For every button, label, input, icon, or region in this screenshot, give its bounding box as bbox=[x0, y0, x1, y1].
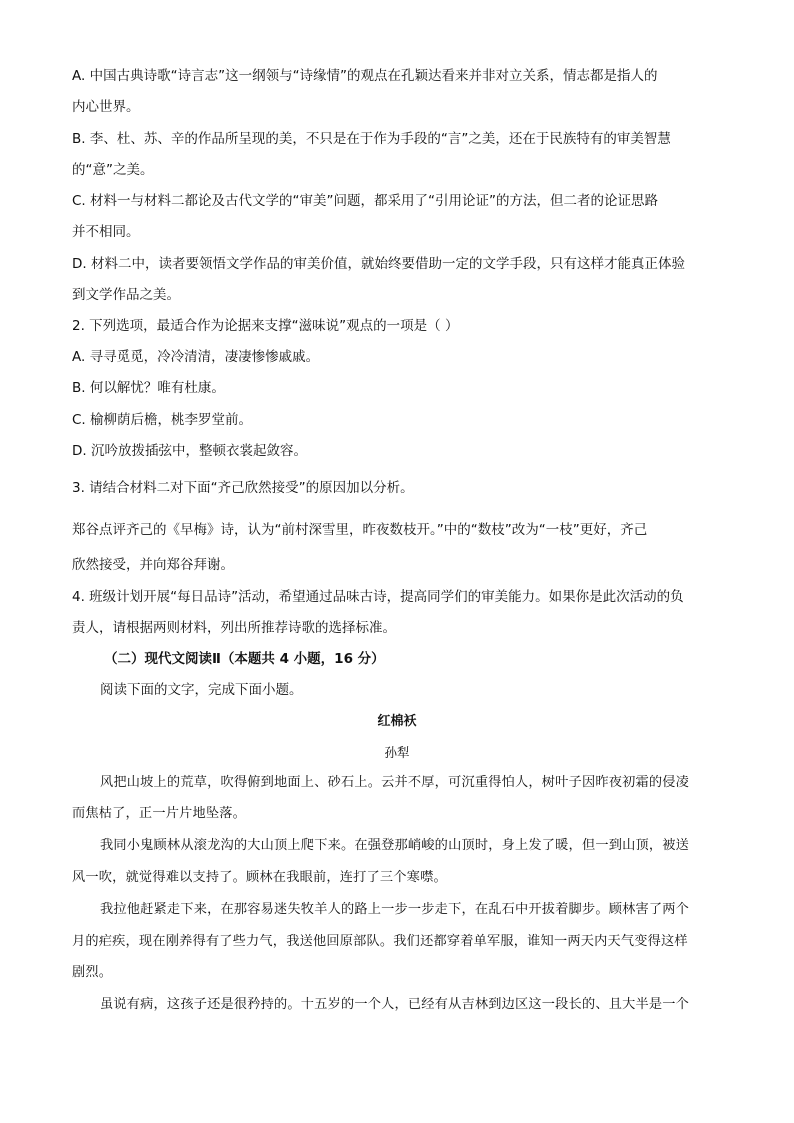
q4-line2: 责人，请根据两则材料，列出所推荐诗歌的选择标准。 bbox=[72, 620, 396, 636]
section-instruction: 阅读下面的文字，完成下面小题。 bbox=[100, 682, 303, 698]
q2-option-a: A. 寻寻觅觅，冷冷清清，凄凄惨惨戚戚。 bbox=[72, 349, 320, 365]
story-p4-line1: 虽说有病，这孩子还是很矜持的。十五岁的一个人，已经有从吉林到边区这一段长的、且大半是一个 bbox=[100, 997, 690, 1012]
q1-option-b-line1: B. 李、杜、苏、辛的作品所呈现的美，不只是在于作为手段的“言”之美，还在于民族特有的审美智慧 bbox=[72, 131, 671, 147]
q1-option-d-line2: 到文学作品之美。 bbox=[72, 287, 180, 303]
section-heading: （二）现代文阅读Ⅱ（本题共 4 小题，16 分） bbox=[104, 651, 385, 667]
story-title: 红棉袄 bbox=[377, 714, 417, 729]
q2-option-d: D. 沉吟放拨插弦中，整顿衣裳起敛容。 bbox=[72, 443, 307, 459]
q1-option-a-line1: A. 中国古典诗歌“诗言志”这一纲领与“诗缘情”的观点在孔颖达看来并非对立关系，情志都是指人的 bbox=[72, 68, 658, 84]
story-p3-line3: 剧烈。 bbox=[72, 965, 113, 980]
story-p3-line1: 我拉他赶紧走下来，在那容易迷失牧羊人的路上一步一步走下，在乱石中开拔着脚步。顾林害了两个 bbox=[100, 902, 690, 917]
q3-text-line1: 郑谷点评齐己的《早梅》诗，认为“前村深雪里，昨夜数枝开。”中的“数枝”改为“一枝”更好，齐己 bbox=[72, 522, 648, 538]
q1-option-d-line1: D. 材料二中，读者要领悟文学作品的审美价值，就始终要借助一定的文学手段，只有这样才能真正体验 bbox=[72, 256, 685, 272]
q3-text-line2: 欣然接受，并向郑谷拜谢。 bbox=[72, 557, 234, 573]
q4-line1: 4. 班级计划开展“每日品诗”活动，希望通过品味古诗，提高同学们的审美能力。如果你是此次活动的负 bbox=[72, 589, 684, 605]
q1-option-c-line2: 并不相同。 bbox=[72, 224, 140, 240]
story-p2-line1: 我同小鬼顾林从滚龙沟的大山顶上爬下来。在强登那峭峻的山顶时，身上发了暖，但一到山顶，被送 bbox=[100, 838, 690, 853]
q2-option-c: C. 榆柳荫后檐，桃李罗堂前。 bbox=[72, 412, 253, 428]
story-p2-line2: 风一吹，就觉得难以支持了。顾林在我眼前，连打了三个寒噤。 bbox=[72, 870, 447, 885]
story-p3-line2: 月的疟疾，现在刚养得有了些力气，我送他回原部队。我们还都穿着单军服，谁知一两天内天气变得这样 bbox=[72, 934, 688, 949]
q2-stem: 2. 下列选项，最适合作为论据来支撑“滋味说”观点的一项是（ ） bbox=[72, 318, 459, 334]
story-p1-line1: 风把山坡上的荒草，吹得俯到地面上、砂石上。云并不厚，可沉重得怕人，树叶子因昨夜初霜的侵凌 bbox=[100, 775, 690, 790]
q1-option-c-line1: C. 材料一与材料二都论及古代文学的“审美”问题，都采用了“引用论证”的方法，但二者的论证思路 bbox=[72, 193, 658, 209]
q3-stem: 3. 请结合材料二对下面“齐己欣然接受”的原因加以分析。 bbox=[72, 480, 414, 496]
q1-option-b-line2: 的“意”之美。 bbox=[72, 162, 154, 178]
story-p1-line2: 而焦枯了，正一片片地坠落。 bbox=[72, 806, 247, 821]
q2-option-b: B. 何以解忧？唯有杜康。 bbox=[72, 380, 225, 396]
story-author: 孙犁 bbox=[384, 745, 410, 760]
q1-option-a-line2: 内心世界。 bbox=[72, 99, 140, 115]
